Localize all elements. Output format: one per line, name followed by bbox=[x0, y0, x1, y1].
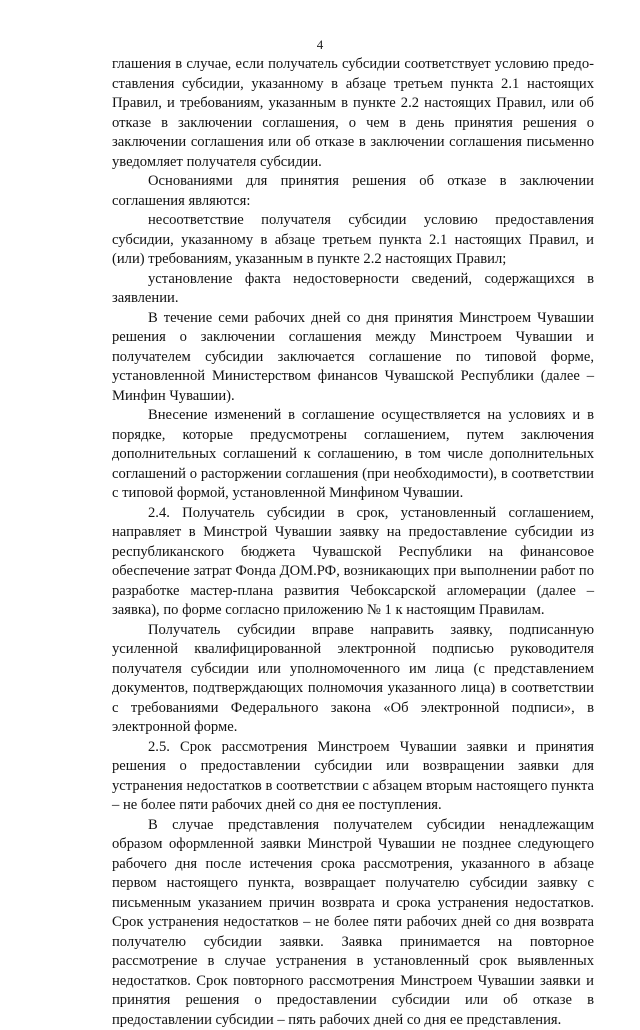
paragraph-refusal-ground-false-info: установление факта недостоверности сведений, содержащихся в заявлении. bbox=[112, 270, 594, 309]
paragraph-electronic-signature: Получатель субсидии вправе направить заявку, подписанную усиленной квалифицированной электронной подписью руководителя получателя субсидии или уполномоченного им лица (с представлением документов, подтверждающих полномочия указанного лица) в соответствии с требованиями Федерального закона «Об электронной подписи», в электронной форме. bbox=[112, 621, 594, 738]
paragraph-section-2-5-review-term: 2.5. Срок рассмотрения Минстроем Чувашии заявки и принятия решения о предоставлении субсидии или возвращении заявки для устранения недостатков в соответствии с абзацем вторым настоящего пункта – не более пяти рабочих дней со дня ее поступления. bbox=[112, 738, 594, 816]
paragraph-agreement-conclusion-term: В течение семи рабочих дней со дня принятия Минстроем Чувашии решения о заключении соглашения между Минстроем Чувашии и получателем субсидии заключается соглашение по типовой форме, установленной Министерством финансов Чувашской Республики (далее – Минфин Чувашии). bbox=[112, 309, 594, 407]
paragraph-agreement-amendments: Внесение изменений в соглашение осуществляется на условиях и в порядке, которые предусмотрены соглашением, путем заключения дополнительных соглашений к соглашению, в том числе дополнительных соглашений о расторжении соглашения (при необходимости), в соответствии с типовой формой, установленной Минфином Чувашии. bbox=[112, 406, 594, 504]
document-body bbox=[112, 55, 594, 1030]
paragraph-agreement-decision-notice: глашения в случае, если получатель субсидии соответствует условию предоставления субсидии, указанному в абзаце третьем пункта 2.1 настоящих Правил, и требованиям, указанным в пункте 2.2 настоящих Правил, или об отказе в заключении соглашения, о чем в день принятия решения о заключении соглашения или об отказе в заключении соглашения письменно уведомляет получателя субсидии. bbox=[112, 55, 594, 172]
page-number: 4 bbox=[0, 37, 640, 53]
paragraph-refusal-grounds-intro: Основаниями для принятия решения об отказе в заключении соглашения являются: bbox=[112, 172, 594, 211]
paragraph-refusal-ground-noncompliance: несоответствие получателя субсидии условию предоставления субсидии, указанному в абзаце третьем пункта 2.1 настоящих Правил, и (или) требованиям, указанным в пункте 2.2 настоящих Правил; bbox=[112, 211, 594, 270]
paragraph-section-2-4-application: 2.4. Получатель субсидии в срок, установленный соглашением, направляет в Минстрой Чувашии заявку на предоставление субсидии из республиканского бюджета Чувашской Республики на финансовое обеспечение затрат Фонда ДОМ.РФ, возникающих при выполнении работ по разработке мастер-плана развития Чебоксарской агломерации (далее – заявка), по форме согласно приложению № 1 к настоящим Правилам. bbox=[112, 504, 594, 621]
paragraph-improper-application-return: В случае представления получателем субсидии ненадлежащим образом оформленной заявки Минстрой Чувашии не позднее следующего рабочего дня после истечения срока рассмотрения, указанного в абзаце первом настоящего пункта, возвращает получателю субсидии заявку с письменным указанием причин возврата и срока устранения недостатков. Срок устранения недостатков – не более пяти рабочих дней со дня возврата получателю субсидии заявки. Заявка принимается на повторное рассмотрение в случае устранения в установленный срок выявленных недостатков. Срок повторного рассмотрения Минстроем Чувашии заявки и принятия решения о предоставлении субсидии или об отказе в предоставлении субсидии – пять рабочих дней со дня ее представления. bbox=[112, 816, 594, 1030]
